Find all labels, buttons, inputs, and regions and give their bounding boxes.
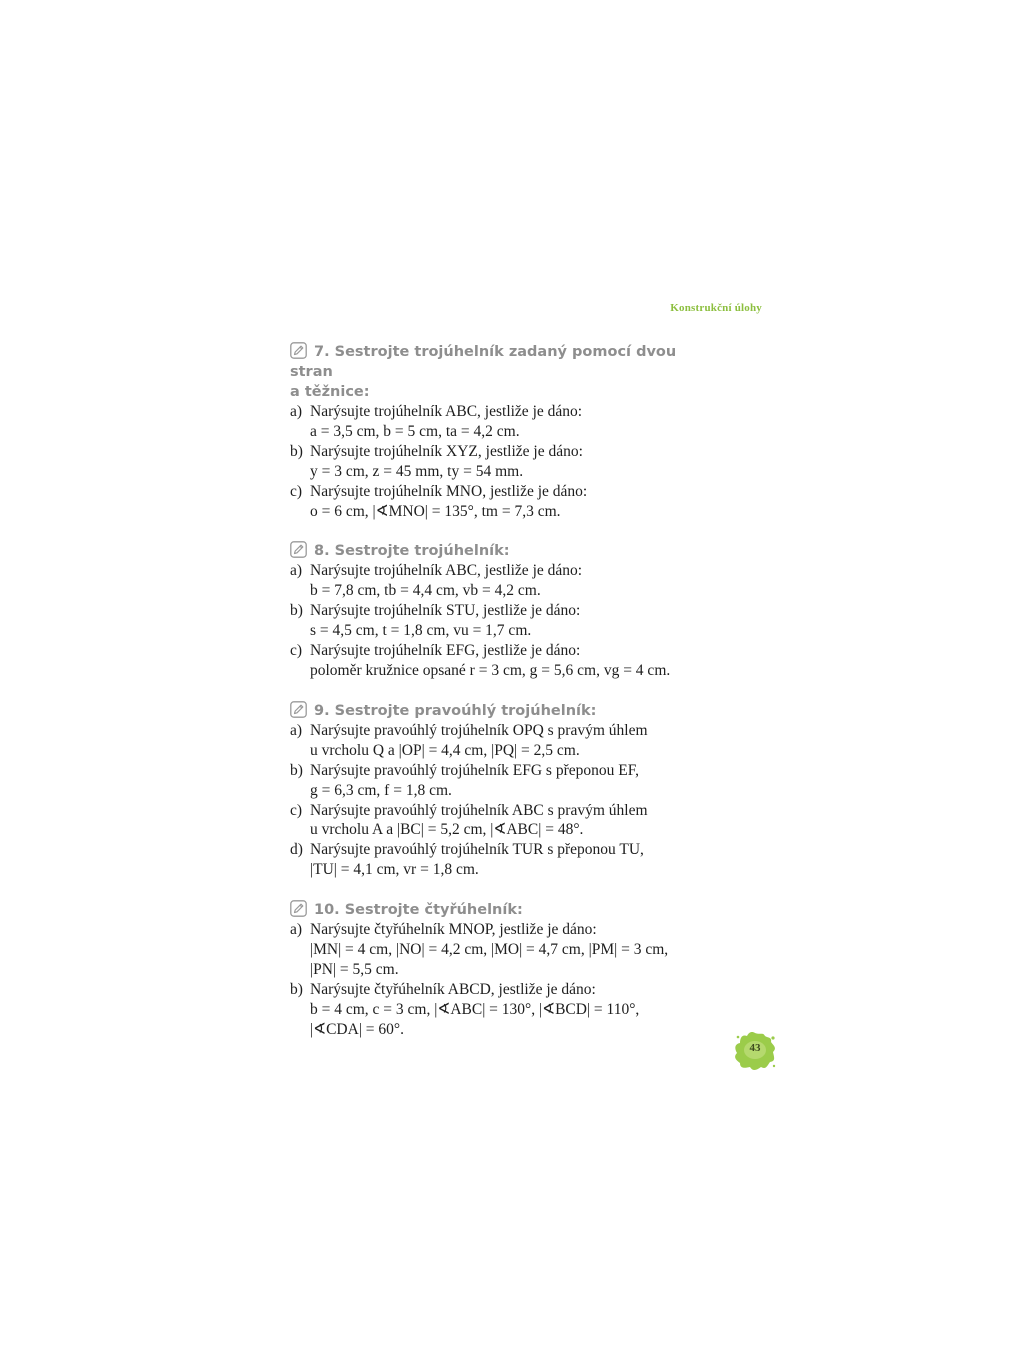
task-item-a <box>290 721 720 761</box>
item-line-2: g = 6,3 cm, f = 1,8 cm. <box>310 781 452 799</box>
task-item-c <box>290 482 720 522</box>
item-line-1: Narýsujte trojúhelník XYZ, jestliže je dáno: <box>310 442 583 460</box>
task-item-a <box>290 920 720 980</box>
item-line-2: y = 3 cm, z = 45 mm, ty = 54 mm. <box>310 462 524 480</box>
task-heading <box>290 900 720 920</box>
item-line-3: |PN| = 5,5 cm. <box>310 960 399 978</box>
item-line-2: s = 4,5 cm, t = 1,8 cm, vu = 1,7 cm. <box>310 622 532 640</box>
task-heading-line-1: 8. Sestrojte trojúhelník: <box>314 543 510 560</box>
item-line-2: |TU| = 4,1 cm, vr = 1,8 cm. <box>310 861 479 879</box>
item-label: d) <box>290 841 303 859</box>
item-label: b) <box>290 980 303 998</box>
task-heading <box>290 701 720 721</box>
task-7 <box>290 342 720 521</box>
item-label: a) <box>290 721 303 739</box>
task-8 <box>290 541 720 680</box>
item-line-1: Narýsujte trojúhelník ABC, jestliže je dáno: <box>310 403 583 420</box>
item-line-2: |MN| = 4 cm, |NO| = 4,2 cm, |MO| = 4,7 cm, |PM| = 3 cm, <box>310 941 669 959</box>
task-item-c <box>290 801 720 841</box>
item-line-3: |∢CDA| = 60°. <box>310 1020 404 1038</box>
item-label: b) <box>290 602 303 620</box>
item-line-1: Narýsujte čtyřúhelník MNOP, jestliže je dáno: <box>310 921 597 939</box>
task-heading <box>290 541 720 561</box>
item-line-1: Narýsujte trojúhelník EFG, jestliže je dáno: <box>310 642 581 660</box>
item-line-2: b = 7,8 cm, tb = 4,4 cm, vb = 4,2 cm. <box>310 582 541 600</box>
item-line-1: Narýsujte trojúhelník MNO, jestliže je dáno: <box>310 482 588 500</box>
item-line-1: Narýsujte čtyřúhelník ABCD, jestliže je dáno: <box>310 980 596 998</box>
task-heading-line-1: 9. Sestrojte pravoúhlý trojúhelník: <box>314 702 597 719</box>
pencil-in-box-icon <box>290 900 307 917</box>
item-line-1: Narýsujte trojúhelník ABC, jestliže je dáno: <box>310 562 583 580</box>
task-9 <box>290 701 720 880</box>
item-line-2: u vrcholu A a |BC| = 5,2 cm, |∢ABC| = 48°. <box>310 821 584 839</box>
task-item-b <box>290 761 720 801</box>
task-item-b <box>290 601 720 641</box>
item-label: a) <box>290 403 303 420</box>
item-label: c) <box>290 801 303 819</box>
item-line-2: o = 6 cm, |∢MNO| = 135°, tm = 7,3 cm. <box>310 502 561 520</box>
item-label: c) <box>290 482 303 500</box>
task-10 <box>290 900 720 1039</box>
page-number-badge <box>733 1028 777 1072</box>
task-item-d <box>290 840 720 880</box>
item-line-2: poloměr kružnice opsané r = 3 cm, g = 5,6 cm, vg = 4 cm. <box>310 661 671 679</box>
task-heading-line-1: 10. Sestrojte čtyřúhelník: <box>314 902 523 919</box>
item-label: a) <box>290 562 303 580</box>
item-line-2: b = 4 cm, c = 3 cm, |∢ABC| = 130°, |∢BCD| = 110°, <box>310 1000 640 1018</box>
task-item-a <box>290 561 720 601</box>
pencil-in-box-icon <box>290 342 307 359</box>
pencil-in-box-icon <box>290 701 307 718</box>
task-item-b <box>290 980 720 1040</box>
task-item-a <box>290 402 720 442</box>
item-label: b) <box>290 442 303 460</box>
item-line-1: Narýsujte pravoúhlý trojúhelník TUR s přeponou TU, <box>310 841 644 859</box>
item-label: c) <box>290 642 303 660</box>
item-label: a) <box>290 921 303 939</box>
item-line-2: a = 3,5 cm, b = 5 cm, ta = 4,2 cm. <box>310 422 520 440</box>
task-heading-line-1: 7. Sestrojte trojúhelník zadaný pomocí dvou stran <box>290 344 677 380</box>
exercise-list <box>290 342 720 1060</box>
pencil-in-box-icon <box>290 541 307 558</box>
task-heading <box>290 342 720 402</box>
item-line-1: Narýsujte pravoúhlý trojúhelník OPQ s pravým úhlem <box>310 721 648 739</box>
item-line-1: Narýsujte pravoúhlý trojúhelník ABC s pravým úhlem <box>310 801 648 819</box>
item-label: b) <box>290 761 303 779</box>
item-line-1: Narýsujte trojúhelník STU, jestliže je dáno: <box>310 602 581 620</box>
task-heading-line-2: a těžnice: <box>290 384 370 400</box>
running-header: Konstrukční úlohy <box>670 302 762 314</box>
task-item-b <box>290 442 720 482</box>
page-number: 43 <box>749 1042 761 1054</box>
task-item-c <box>290 641 720 681</box>
item-line-1: Narýsujte pravoúhlý trojúhelník EFG s přeponou EF, <box>310 761 639 779</box>
item-line-2: u vrcholu Q a |OP| = 4,4 cm, |PQ| = 2,5 cm. <box>310 741 580 759</box>
